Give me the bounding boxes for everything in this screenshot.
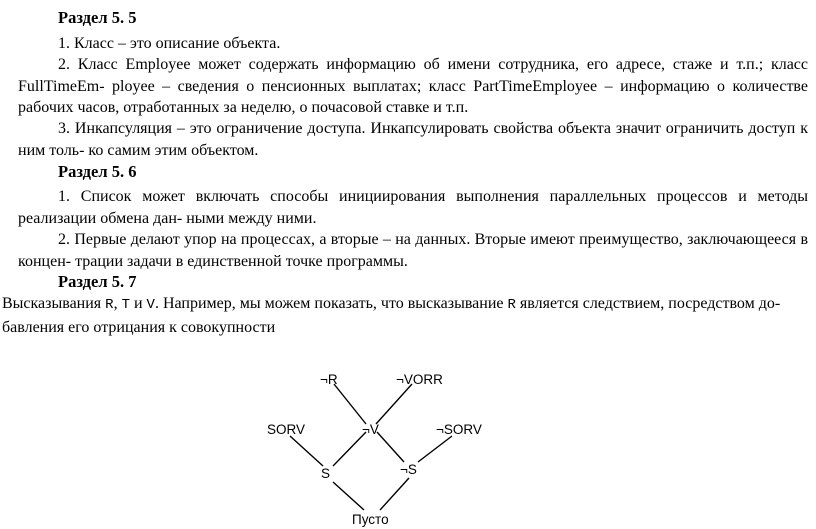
- paragraph-5-6-2: 2. Первые делают упор на процессах, а вторые – на данных. Вторые имеют преимущество, заключающееся в концен- трации задачи в единственной точке программы.: [18, 231, 808, 270]
- variable-r2: R: [507, 297, 516, 313]
- edge-sorv-sleft: [290, 436, 323, 466]
- section-heading-5-7: Раздел 5. 7: [58, 272, 137, 291]
- paragraph-5-5-2: 2. Класс Employee может содержать информацию об имени сотрудника, его адресе, стаже и т.п.; класс FullTimeEm- ployee – сведения о пенсионных выплатах; класс PartTimeEmployee – информацию о количестве рабочих часов, отработанных за неделю, о почасовой ставке и т.п.: [18, 56, 808, 116]
- node-not-v: ¬V: [362, 422, 379, 437]
- node-not-r: ¬R: [320, 372, 338, 387]
- diagram-nodes: [267, 372, 482, 527]
- edge-notv-sright: [377, 432, 404, 462]
- node-empty: Пусто: [352, 512, 389, 527]
- separator: ,: [113, 295, 122, 312]
- text-segment: Высказывания: [2, 295, 106, 312]
- node-s-left: S: [321, 466, 331, 481]
- edge-sleft-empty: [333, 482, 364, 510]
- diagram-edges: [290, 384, 452, 510]
- section-heading-5-5: Раздел 5. 5: [58, 8, 137, 27]
- node-s-or-v: SORV: [267, 422, 306, 437]
- separator: и: [129, 295, 147, 312]
- edge-notv-sleft: [333, 432, 366, 466]
- variable-r: R: [105, 297, 114, 313]
- section-heading-5-6: Раздел 5. 6: [58, 162, 137, 181]
- variable-v: V: [146, 297, 155, 313]
- text-segment: является следствием, посредством до- бавления его отрицания к совокупности: [2, 295, 781, 336]
- node-not-v-or-r: ¬VORR: [396, 372, 443, 387]
- paragraph-5-6-1: 1. Список может включать способы инициирования выполнения параллельных процессов и методы реализации обмена дан- ными между ними.: [18, 188, 808, 227]
- text-segment: . Например, мы можем показать, что высказывание: [154, 295, 508, 312]
- paragraph-5-5-1: 1. Класс – это описание объекта.: [58, 35, 281, 52]
- edge-notr-notv: [334, 384, 366, 424]
- paragraph-5-5-3: 3. Инкапсуляция – это ограничение доступа. Инкапсулировать свойства объекта значит ограничить доступ к ним толь- ко самим этим объектом.: [18, 120, 808, 159]
- edge-sright-empty: [380, 478, 409, 510]
- edge-notsorv-sright: [418, 436, 452, 462]
- edge-notvorr-notv: [376, 384, 412, 424]
- node-s-right: ¬S: [400, 462, 417, 477]
- variable-t: T: [121, 297, 130, 313]
- node-not-s-or-v: ¬SORV: [436, 422, 482, 437]
